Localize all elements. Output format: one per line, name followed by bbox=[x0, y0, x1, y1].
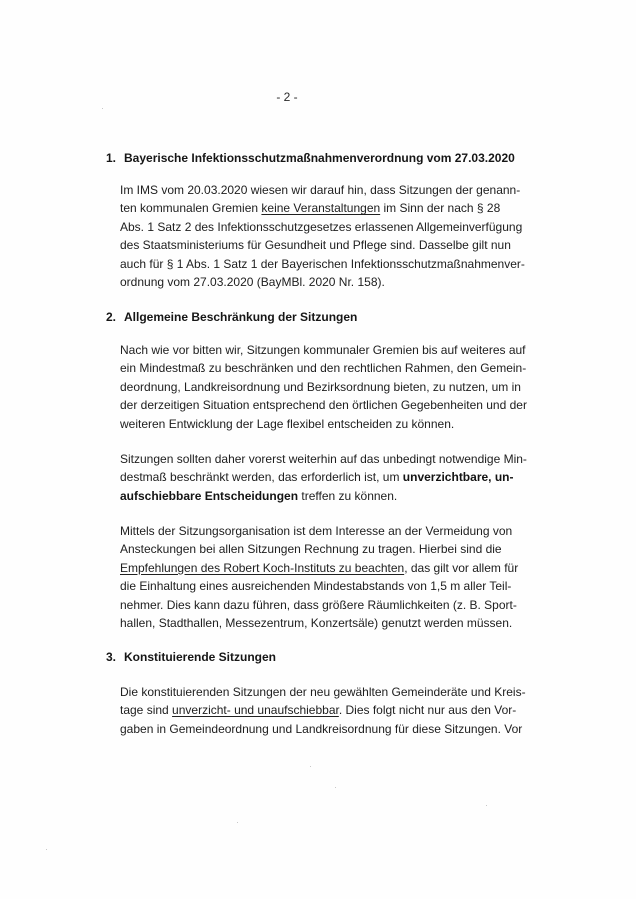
text-run: Mittels der Sitzungsorganisation ist dem Interesse an der Vermeidung von bbox=[120, 524, 513, 538]
text-line bbox=[120, 359, 527, 377]
text-line bbox=[120, 255, 525, 273]
text-line bbox=[120, 415, 520, 433]
text-line bbox=[120, 181, 520, 199]
text-line bbox=[120, 720, 523, 738]
text-run: ordnung vom 27.03.2020 (BayMBl. 2020 Nr. 158). bbox=[120, 275, 385, 290]
section-2-paragraph-1 bbox=[120, 341, 527, 433]
text-run: weiteren Entwicklung der Lage flexibel entscheiden zu können. bbox=[120, 416, 455, 431]
text-line bbox=[120, 614, 520, 632]
text-run: der derzeitigen Situation entsprechend den örtlichen Gegebenheiten und der bbox=[120, 398, 527, 413]
section-title: Allgemeine Beschränkung der Sitzungen bbox=[124, 310, 358, 324]
text-run: , das gilt vor allem für bbox=[404, 560, 519, 575]
text-line bbox=[120, 450, 527, 468]
text-run: deordnung, Landkreisordnung und Bezirksordnung bieten, zu nutzen, um in bbox=[120, 379, 521, 394]
bold-text: aufschiebbare Entscheidungen bbox=[120, 488, 299, 503]
underlined-text: unverzicht- und unaufschiebbar bbox=[172, 703, 339, 718]
text-line bbox=[120, 701, 520, 719]
text-run: destmaß beschränkt werden, das erforderlich ist, um bbox=[120, 470, 403, 485]
text-line bbox=[120, 341, 526, 359]
text-line bbox=[120, 540, 520, 558]
text-run: Abs. 1 Satz 2 des Infektionsschutzgesetzes erlassenen Allgemeinverfügung bbox=[120, 219, 523, 234]
text-line bbox=[120, 236, 520, 254]
scan-speck bbox=[46, 849, 47, 850]
text-line bbox=[120, 683, 526, 701]
text-run: nehmer. Dies kann dazu führen, dass größere Räumlichkeiten (z. B. Sport- bbox=[120, 597, 517, 612]
section-3-heading bbox=[106, 649, 276, 665]
text-run: . Dies folgt nicht nur aus den Vor- bbox=[338, 703, 517, 718]
text-run: ein Mindestmaß zu beschränken und den rechtlichen Rahmen, den Gemein- bbox=[120, 361, 527, 376]
section-1-paragraph-1 bbox=[120, 181, 525, 291]
text-run: die Einhaltung eines ausreichenden Mindestabstands von 1,5 m aller Teil- bbox=[120, 579, 512, 594]
bold-text: unverzichtbare, un- bbox=[402, 470, 514, 485]
text-run: ten kommunalen Gremien bbox=[120, 201, 262, 216]
text-line bbox=[120, 396, 527, 414]
text-run: auch für § 1 Abs. 1 Satz 1 der Bayerischen Infektionsschutzmaßnahmenver- bbox=[120, 256, 525, 271]
section-title: Bayerische Infektionsschutzmaßnahmenverordnung vom 27.03.2020 bbox=[124, 151, 515, 165]
text-run: Sitzungen sollten daher vorerst weiterhin auf das unbedingt notwendige Min- bbox=[120, 452, 527, 466]
text-run: des Staatsministeriums für Gesundheit und Pflege sind. Dasselbe gilt nun bbox=[120, 238, 511, 253]
section-2-heading bbox=[106, 309, 357, 325]
text-line bbox=[120, 577, 520, 595]
text-run: tage sind bbox=[120, 703, 173, 718]
section-1-heading bbox=[106, 150, 515, 166]
scan-speck bbox=[237, 822, 238, 823]
section-number: 2. bbox=[106, 310, 117, 324]
text-line bbox=[120, 487, 520, 505]
text-line bbox=[120, 218, 523, 236]
section-3-paragraph-1 bbox=[120, 683, 526, 738]
underlined-text: keine Veranstaltungen bbox=[261, 201, 381, 216]
underlined-text: Empfehlungen des Robert Koch-Instituts zu beachten bbox=[120, 560, 405, 575]
section-number: 1. bbox=[106, 151, 117, 165]
text-run: Im IMS vom 20.03.2020 wiesen wir darauf hin, dass Sitzungen der genann- bbox=[120, 183, 521, 197]
text-line bbox=[120, 273, 520, 291]
text-line bbox=[120, 468, 520, 486]
scan-speck bbox=[102, 108, 103, 109]
section-title: Konstituierende Sitzungen bbox=[124, 650, 277, 664]
scan-speck bbox=[310, 766, 311, 767]
section-2-paragraph-3 bbox=[120, 522, 520, 632]
section-number: 3. bbox=[106, 650, 117, 664]
text-line bbox=[120, 559, 520, 577]
text-run: hallen, Stadthallen, Messezentrum, Konzertsäle) genutzt werden müssen. bbox=[120, 616, 513, 631]
text-run: gaben in Gemeindeordnung und Landkreisordnung für diese Sitzungen. Vor bbox=[120, 721, 523, 736]
scan-speck bbox=[335, 787, 336, 788]
text-line bbox=[120, 378, 520, 396]
page-number: - 2 - bbox=[276, 90, 298, 104]
text-run: Nach wie vor bitten wir, Sitzungen kommunaler Gremien bis auf weiteres auf bbox=[120, 343, 526, 357]
text-line bbox=[120, 199, 520, 217]
text-run: Ansteckungen bei allen Sitzungen Rechnung zu tragen. Hierbei sind die bbox=[120, 542, 502, 557]
scan-speck bbox=[486, 805, 487, 806]
text-run: im Sinn der nach § 28 bbox=[380, 201, 501, 216]
text-run: Die konstituierenden Sitzungen der neu gewählten Gemeinderäte und Kreis- bbox=[120, 685, 526, 699]
text-line bbox=[120, 596, 520, 614]
text-line bbox=[120, 522, 520, 540]
text-run: treffen zu können. bbox=[298, 488, 398, 503]
section-2-paragraph-2 bbox=[120, 450, 527, 505]
